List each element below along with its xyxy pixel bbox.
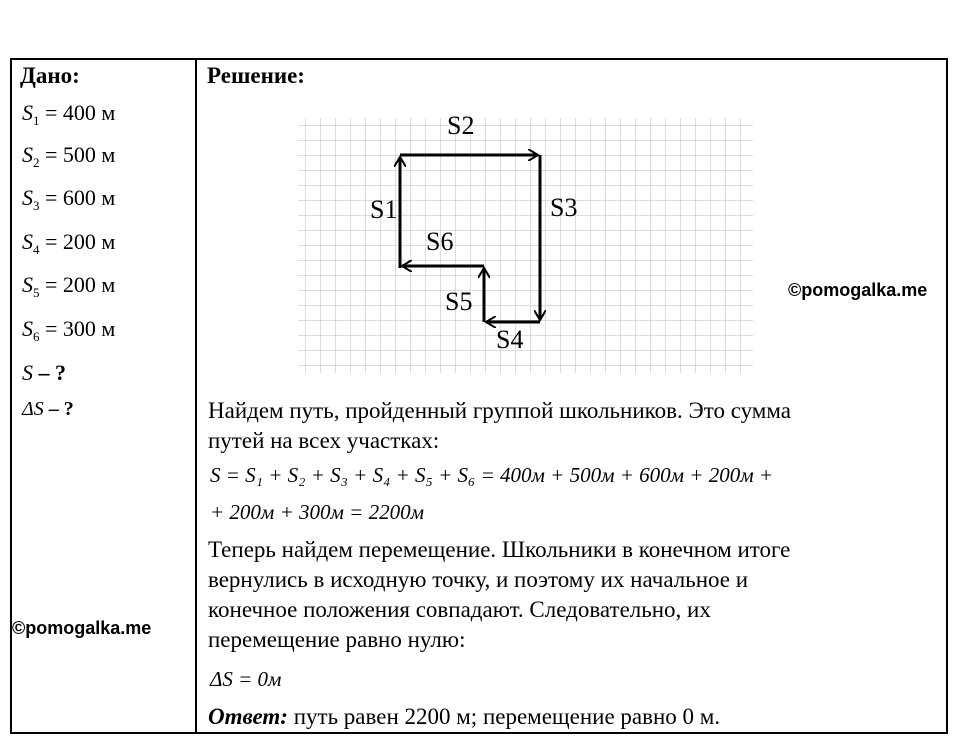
paragraph-displacement-line: вернулись в исходную точку, и поэтому их начальное и — [208, 567, 749, 592]
answer-line — [208, 704, 720, 730]
label-s4: S4 — [496, 325, 524, 354]
given-item: $S_6 = 300$ м — [22, 316, 116, 344]
label-s5: S5 — [445, 287, 473, 316]
unknown-item: S – ? — [22, 360, 66, 385]
given-item: $S_5 = 200$ м — [22, 272, 116, 300]
unknown-item: ΔS – ? — [22, 398, 74, 420]
label-s3: S3 — [550, 193, 578, 222]
given-header: Дано: — [20, 63, 80, 88]
paragraph-path-line: Найдем путь, пройденный группой школьников. Это сумма — [208, 398, 791, 423]
column-divider — [195, 58, 197, 734]
answer-label: Ответ: — [208, 704, 288, 729]
answer-text: путь равен 2200 м; перемещение равно 0 м. — [287, 704, 721, 729]
given-item: $S_4 = 200$ м — [22, 229, 116, 257]
formula-displacement: ΔS = 0м — [210, 667, 282, 691]
path-diagram — [290, 110, 770, 380]
paragraph-displacement-line: конечное положения совпадают. Следовательно, их — [208, 597, 711, 622]
watermark-left: ©pomogalka.me — [12, 618, 152, 638]
label-s1: S1 — [370, 195, 398, 224]
solution-header: Решение: — [207, 63, 305, 88]
given-item: $S_2 = 500$ м — [22, 142, 116, 170]
label-s6: S6 — [426, 227, 454, 256]
paragraph-path-line: путей на всех участках: — [208, 428, 440, 453]
paragraph-displacement-line: перемещение равно нулю: — [208, 627, 466, 652]
given-item: $S_3 = 600$ м — [22, 185, 116, 213]
paragraph-displacement-line: Теперь найдем перемещение. Школьники в конечном итоге — [208, 537, 791, 562]
formula-path-sum: S = S₁ + S₂ + S₃ + S₄ + S₅ + S₆ = 400м + 500м + 600м + 200м + — [210, 463, 774, 487]
formula-path-sum-cont: + 200м + 300м = 2200м — [210, 500, 424, 524]
watermark-right: ©pomogalka.me — [788, 280, 928, 300]
label-s2: S2 — [447, 111, 475, 140]
given-item: $S_1 = 400$ м — [22, 100, 116, 128]
